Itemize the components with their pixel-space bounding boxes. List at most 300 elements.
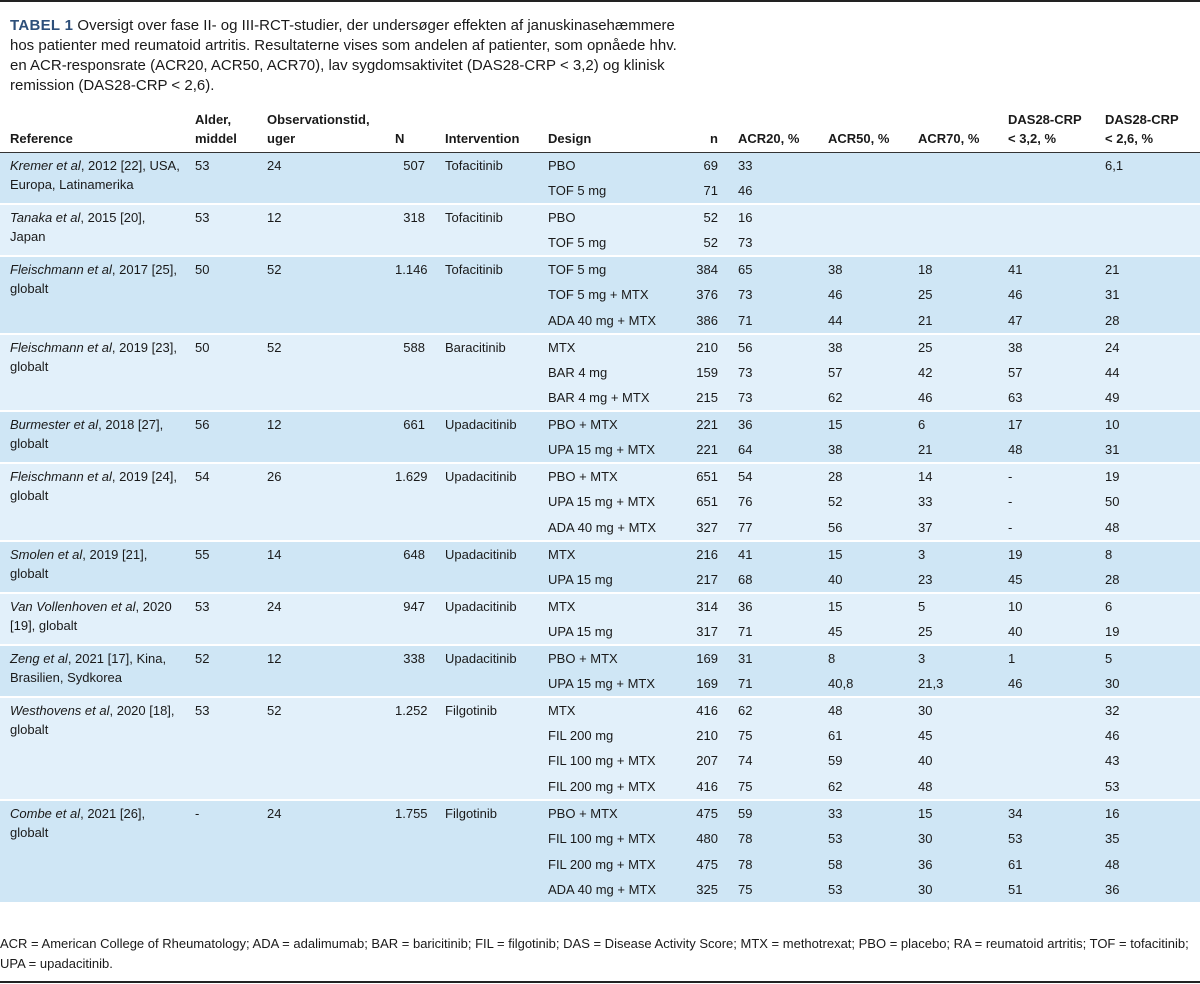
cell-acr20: 62 (728, 697, 818, 723)
reference-details: , 2021 [26], globalt (10, 806, 146, 841)
cell-n: 947 (385, 593, 435, 645)
cell-intervention: Filgotinib (435, 697, 538, 800)
cell-design: MTX (538, 593, 683, 619)
cell-n: 1.146 (385, 256, 435, 334)
study-group (0, 411, 1200, 463)
cell-design: MTX (538, 541, 683, 567)
table-row (0, 593, 1200, 619)
cell-das28-26: 49 (1095, 385, 1200, 411)
cell-acr20: 75 (728, 774, 818, 800)
reference-details: , 2015 [20], Japan (10, 210, 146, 245)
reference-details: , 2021 [17], Kina, Brasilien, Sydkorea (10, 650, 167, 685)
study-group (0, 256, 1200, 334)
reference-cell (0, 411, 185, 463)
cell-acr20: 54 (728, 463, 818, 489)
cell-age: 54 (185, 463, 257, 541)
cell-n: 386 (683, 308, 728, 334)
cell-das28-32 (998, 230, 1095, 256)
cell-acr70 (908, 178, 998, 204)
reference-author: Kremer et al (10, 158, 81, 173)
cell-design: FIL 200 mg (538, 723, 683, 749)
cell-n: 475 (683, 852, 728, 878)
cell-design: MTX (538, 334, 683, 360)
cell-design: ADA 40 mg + MTX (538, 515, 683, 541)
reference-cell (0, 463, 185, 541)
cell-das28-26: 48 (1095, 515, 1200, 541)
cell-das28-26: 21 (1095, 256, 1200, 282)
cell-acr50: 28 (818, 463, 908, 489)
cell-acr50: 15 (818, 411, 908, 437)
table-row (0, 153, 1200, 179)
cell-das28-32 (998, 723, 1095, 749)
cell-design: PBO (538, 153, 683, 179)
cell-das28-32: 38 (998, 334, 1095, 360)
cell-das28-26: 8 (1095, 541, 1200, 567)
cell-acr70: 25 (908, 334, 998, 360)
cell-acr70 (908, 204, 998, 230)
study-group (0, 204, 1200, 256)
cell-das28-32: - (998, 463, 1095, 489)
cell-acr20: 65 (728, 256, 818, 282)
cell-das28-32 (998, 204, 1095, 230)
cell-age: 50 (185, 334, 257, 412)
table-label: TABEL 1 (10, 17, 74, 34)
reference-author: Zeng et al (10, 650, 68, 666)
cell-acr50: 59 (818, 748, 908, 774)
cell-acr50: 53 (818, 877, 908, 903)
cell-das28-26: 19 (1095, 463, 1200, 489)
cell-das28-32 (998, 748, 1095, 774)
cell-das28-26: 43 (1095, 748, 1200, 774)
cell-acr20: 76 (728, 489, 818, 515)
cell-acr50: 38 (818, 256, 908, 282)
cell-design: FIL 200 mg + MTX (538, 852, 683, 878)
cell-n: 651 (683, 489, 728, 515)
cell-acr70: 36 (908, 852, 998, 878)
cell-acr70 (908, 153, 998, 179)
cell-acr20: 36 (728, 411, 818, 437)
cell-das28-32 (998, 178, 1095, 204)
cell-acr50: 61 (818, 723, 908, 749)
cell-obs: 52 (257, 697, 385, 800)
cell-acr50: 44 (818, 308, 908, 334)
cell-acr70: 3 (908, 541, 998, 567)
study-group (0, 697, 1200, 800)
cell-intervention: Upadacitinib (435, 411, 538, 463)
reference-author: Fleischmann et al (10, 262, 112, 278)
cell-das28-32: 47 (998, 308, 1095, 334)
cell-obs: 24 (257, 593, 385, 645)
cell-intervention: Upadacitinib (435, 541, 538, 593)
reference-cell (0, 204, 185, 256)
col-reference: Reference (10, 131, 73, 146)
cell-das28-26: 48 (1095, 852, 1200, 878)
cell-das28-32: 34 (998, 800, 1095, 826)
cell-acr70: 37 (908, 515, 998, 541)
cell-das28-26: 32 (1095, 697, 1200, 723)
table-row (0, 256, 1200, 282)
cell-acr70: 5 (908, 593, 998, 619)
cell-das28-32: 41 (998, 256, 1095, 282)
cell-acr20: 75 (728, 723, 818, 749)
study-group (0, 593, 1200, 645)
cell-n: 221 (683, 437, 728, 463)
cell-n: 52 (683, 230, 728, 256)
reference-details: , 2019 [24], globalt (10, 469, 177, 504)
cell-design: TOF 5 mg (538, 256, 683, 282)
cell-das28-26: 31 (1095, 437, 1200, 463)
reference-details: , 2018 [27], globalt (10, 417, 164, 452)
cell-das28-26: 53 (1095, 774, 1200, 800)
cell-n: 314 (683, 593, 728, 619)
cell-n: 216 (683, 541, 728, 567)
cell-acr50: 40 (818, 567, 908, 593)
cell-design: UPA 15 mg (538, 619, 683, 645)
cell-das28-32: 53 (998, 826, 1095, 852)
study-group (0, 463, 1200, 541)
table-row (0, 334, 1200, 360)
cell-design: ADA 40 mg + MTX (538, 877, 683, 903)
col-intervention: Intervention (445, 131, 520, 146)
cell-age: 53 (185, 593, 257, 645)
top-rule (0, 0, 1200, 2)
cell-acr70 (908, 230, 998, 256)
reference-cell (0, 697, 185, 800)
cell-acr50 (818, 153, 908, 179)
reference-cell (0, 334, 185, 412)
cell-acr50: 52 (818, 489, 908, 515)
cell-acr20: 77 (728, 515, 818, 541)
caption-text: Oversigt over fase II- og III-RCT-studier, der undersøger effekten af januskinasehæmmere hos patienter med reumatoid artritis. Resultaterne vises som andelen af patienter, som opnåede hhv. en ACR-responsrate (ACR20, ACR50, ACR70), lav sygdomsaktivitet (DAS28-CRP < 3,2) og klinisk remission (DAS28-CRP < 2,6). (10, 17, 677, 94)
cell-acr50: 58 (818, 852, 908, 878)
cell-das28-26: 10 (1095, 411, 1200, 437)
cell-design: PBO + MTX (538, 463, 683, 489)
col-das28-26: DAS28-CRP < 2,6, % (1105, 112, 1179, 146)
cell-das28-32: 61 (998, 852, 1095, 878)
cell-n: 210 (683, 334, 728, 360)
cell-acr70: 3 (908, 645, 998, 671)
cell-acr20: 68 (728, 567, 818, 593)
cell-das28-26: 16 (1095, 800, 1200, 826)
cell-acr70: 15 (908, 800, 998, 826)
cell-das28-32: 57 (998, 360, 1095, 386)
cell-n: 327 (683, 515, 728, 541)
cell-design: FIL 100 mg + MTX (538, 826, 683, 852)
cell-design: BAR 4 mg + MTX (538, 385, 683, 411)
study-group (0, 541, 1200, 593)
cell-intervention: Tofacitinib (435, 204, 538, 256)
cell-n: 507 (385, 153, 435, 205)
cell-acr70: 46 (908, 385, 998, 411)
table-row (0, 411, 1200, 437)
cell-acr20: 71 (728, 671, 818, 697)
cell-acr50: 48 (818, 697, 908, 723)
studies-table (0, 110, 1200, 904)
cell-acr20: 36 (728, 593, 818, 619)
table-row (0, 645, 1200, 671)
cell-age: 55 (185, 541, 257, 593)
cell-acr20: 41 (728, 541, 818, 567)
cell-acr50 (818, 178, 908, 204)
cell-das28-32: 45 (998, 567, 1095, 593)
col-das28-32: DAS28-CRP < 3,2, % (1008, 112, 1082, 146)
cell-acr50: 56 (818, 515, 908, 541)
cell-design: UPA 15 mg + MTX (538, 489, 683, 515)
cell-obs: 52 (257, 334, 385, 412)
cell-das28-32: 19 (998, 541, 1095, 567)
reference-author: Westhovens et al (10, 702, 110, 718)
cell-acr50: 15 (818, 593, 908, 619)
cell-das28-26 (1095, 178, 1200, 204)
cell-n: 588 (385, 334, 435, 412)
cell-acr20: 78 (728, 826, 818, 852)
reference-cell (0, 593, 185, 645)
cell-acr70: 6 (908, 411, 998, 437)
reference-details: , 2017 [25], globalt (10, 262, 177, 297)
cell-n: 207 (683, 748, 728, 774)
cell-design: BAR 4 mg (538, 360, 683, 386)
cell-age: 56 (185, 411, 257, 463)
cell-acr50: 40,8 (818, 671, 908, 697)
cell-das28-26: 36 (1095, 877, 1200, 903)
cell-design: UPA 15 mg + MTX (538, 671, 683, 697)
cell-das28-32: 10 (998, 593, 1095, 619)
cell-design: MTX (538, 697, 683, 723)
cell-acr50: 15 (818, 541, 908, 567)
cell-das28-26: 6 (1095, 593, 1200, 619)
cell-acr70: 25 (908, 619, 998, 645)
cell-das28-32: 46 (998, 282, 1095, 308)
table-footnote: ACR = American College of Rheumatology; ADA = adalimumab; BAR = baricitinib; FIL = filgotinib; DAS = Disease Activity Score; MTX = methotrexat; PBO = placebo; RA = reumatoid artritis; TOF = tofacitinib; UPA = upadacitinib. (0, 936, 1189, 971)
cell-das28-32: - (998, 515, 1095, 541)
cell-n: 210 (683, 723, 728, 749)
cell-das28-32: 46 (998, 671, 1095, 697)
cell-das28-26: 28 (1095, 567, 1200, 593)
cell-das28-26: 35 (1095, 826, 1200, 852)
cell-n: 651 (683, 463, 728, 489)
cell-acr20: 73 (728, 230, 818, 256)
cell-n: 317 (683, 619, 728, 645)
cell-age: - (185, 800, 257, 903)
cell-acr50: 38 (818, 334, 908, 360)
cell-acr20: 31 (728, 645, 818, 671)
cell-design: UPA 15 mg + MTX (538, 437, 683, 463)
cell-n: 338 (385, 645, 435, 697)
cell-acr70: 23 (908, 567, 998, 593)
cell-acr20: 59 (728, 800, 818, 826)
cell-das28-26: 5 (1095, 645, 1200, 671)
cell-das28-26: 6,1 (1095, 153, 1200, 179)
cell-n: 480 (683, 826, 728, 852)
col-design: Design (548, 131, 592, 146)
cell-acr70: 30 (908, 697, 998, 723)
cell-acr70: 40 (908, 748, 998, 774)
cell-das28-26: 30 (1095, 671, 1200, 697)
reference-author: Burmester et al (10, 417, 99, 433)
cell-intervention: Tofacitinib (435, 256, 538, 334)
header-row (0, 110, 1200, 153)
cell-acr70: 18 (908, 256, 998, 282)
cell-n: 325 (683, 877, 728, 903)
cell-age: 52 (185, 645, 257, 697)
cell-design: TOF 5 mg + MTX (538, 282, 683, 308)
cell-das28-32 (998, 697, 1095, 723)
cell-n: 648 (385, 541, 435, 593)
cell-acr20: 64 (728, 437, 818, 463)
cell-acr20: 16 (728, 204, 818, 230)
cell-design: PBO + MTX (538, 411, 683, 437)
col-observation: Observationstid, uger (267, 112, 370, 146)
cell-n: 71 (683, 178, 728, 204)
study-group (0, 645, 1200, 697)
cell-acr70: 33 (908, 489, 998, 515)
cell-n: 221 (683, 411, 728, 437)
cell-n: 384 (683, 256, 728, 282)
table-row (0, 463, 1200, 489)
cell-acr50: 33 (818, 800, 908, 826)
table-caption (10, 16, 690, 96)
cell-n: 217 (683, 567, 728, 593)
cell-design: FIL 200 mg + MTX (538, 774, 683, 800)
cell-n: 416 (683, 774, 728, 800)
cell-age: 53 (185, 153, 257, 205)
reference-author: Fleischmann et al (10, 339, 112, 355)
cell-acr50: 38 (818, 437, 908, 463)
table-row (0, 541, 1200, 567)
cell-intervention: Tofacitinib (435, 153, 538, 205)
cell-acr20: 73 (728, 282, 818, 308)
cell-n: 159 (683, 360, 728, 386)
cell-obs: 14 (257, 541, 385, 593)
cell-acr50: 46 (818, 282, 908, 308)
cell-obs: 12 (257, 204, 385, 256)
reference-cell (0, 541, 185, 593)
cell-design: FIL 100 mg + MTX (538, 748, 683, 774)
cell-acr50 (818, 204, 908, 230)
cell-design: ADA 40 mg + MTX (538, 308, 683, 334)
cell-n: 169 (683, 645, 728, 671)
cell-n: 52 (683, 204, 728, 230)
cell-n: 318 (385, 204, 435, 256)
cell-design: PBO + MTX (538, 800, 683, 826)
cell-das28-26: 31 (1095, 282, 1200, 308)
cell-n: 1.755 (385, 800, 435, 903)
cell-n: 169 (683, 671, 728, 697)
cell-design: PBO + MTX (538, 645, 683, 671)
col-N: N (395, 131, 405, 146)
cell-das28-32 (998, 774, 1095, 800)
cell-n: 69 (683, 153, 728, 179)
cell-design: UPA 15 mg (538, 567, 683, 593)
study-group (0, 153, 1200, 205)
table-row (0, 800, 1200, 826)
table-row (0, 697, 1200, 723)
bottom-rule (0, 981, 1200, 983)
col-acr50: ACR50, % (828, 131, 890, 146)
cell-n: 416 (683, 697, 728, 723)
study-group (0, 334, 1200, 412)
table-row (0, 204, 1200, 230)
cell-das28-32: 17 (998, 411, 1095, 437)
cell-das28-26: 44 (1095, 360, 1200, 386)
reference-author: Combe et al (10, 806, 81, 822)
cell-acr70: 21,3 (908, 671, 998, 697)
reference-cell (0, 153, 185, 205)
reference-details: , 2019 [23], globalt (10, 339, 177, 374)
cell-acr70: 30 (908, 877, 998, 903)
cell-acr70: 42 (908, 360, 998, 386)
cell-das28-32: 48 (998, 437, 1095, 463)
cell-acr20: 73 (728, 385, 818, 411)
cell-n: 215 (683, 385, 728, 411)
cell-design: TOF 5 mg (538, 178, 683, 204)
col-age: Alder, middel (195, 112, 237, 146)
cell-das28-32: 63 (998, 385, 1095, 411)
cell-design: PBO (538, 204, 683, 230)
cell-acr20: 74 (728, 748, 818, 774)
cell-das28-26: 50 (1095, 489, 1200, 515)
reference-cell (0, 800, 185, 903)
cell-das28-32: 40 (998, 619, 1095, 645)
cell-n: 1.629 (385, 463, 435, 541)
cell-acr20: 71 (728, 308, 818, 334)
cell-acr50 (818, 230, 908, 256)
cell-design: TOF 5 mg (538, 230, 683, 256)
cell-acr20: 33 (728, 153, 818, 179)
cell-obs: 24 (257, 800, 385, 903)
study-group (0, 800, 1200, 903)
cell-acr20: 46 (728, 178, 818, 204)
reference-author: Van Vollenhoven et al (10, 598, 136, 614)
cell-intervention: Upadacitinib (435, 463, 538, 541)
cell-obs: 52 (257, 256, 385, 334)
reference-details: , 2012 [22], USA, Europa, Latinamerika (10, 158, 180, 192)
reference-details: , 2020 [19], globalt (10, 598, 172, 633)
col-n: n (710, 131, 718, 146)
cell-intervention: Filgotinib (435, 800, 538, 903)
reference-author: Tanaka et al (10, 210, 81, 226)
cell-das28-32: 51 (998, 877, 1095, 903)
cell-acr50: 62 (818, 385, 908, 411)
cell-das28-32 (998, 153, 1095, 179)
cell-age: 50 (185, 256, 257, 334)
cell-acr70: 21 (908, 437, 998, 463)
cell-acr70: 45 (908, 723, 998, 749)
reference-author: Smolen et al (10, 546, 83, 562)
cell-acr70: 30 (908, 826, 998, 852)
cell-acr50: 57 (818, 360, 908, 386)
cell-acr20: 73 (728, 360, 818, 386)
reference-author: Fleischmann et al (10, 469, 112, 485)
cell-acr50: 45 (818, 619, 908, 645)
cell-n: 376 (683, 282, 728, 308)
cell-das28-26 (1095, 230, 1200, 256)
cell-acr50: 8 (818, 645, 908, 671)
reference-details: , 2019 [21], globalt (10, 546, 148, 581)
cell-obs: 12 (257, 411, 385, 463)
cell-das28-26: 28 (1095, 308, 1200, 334)
cell-das28-26: 19 (1095, 619, 1200, 645)
cell-n: 475 (683, 800, 728, 826)
reference-cell (0, 256, 185, 334)
cell-obs: 26 (257, 463, 385, 541)
cell-age: 53 (185, 697, 257, 800)
cell-n: 661 (385, 411, 435, 463)
reference-cell (0, 645, 185, 697)
cell-intervention: Baracitinib (435, 334, 538, 412)
cell-obs: 24 (257, 153, 385, 205)
cell-acr20: 78 (728, 852, 818, 878)
